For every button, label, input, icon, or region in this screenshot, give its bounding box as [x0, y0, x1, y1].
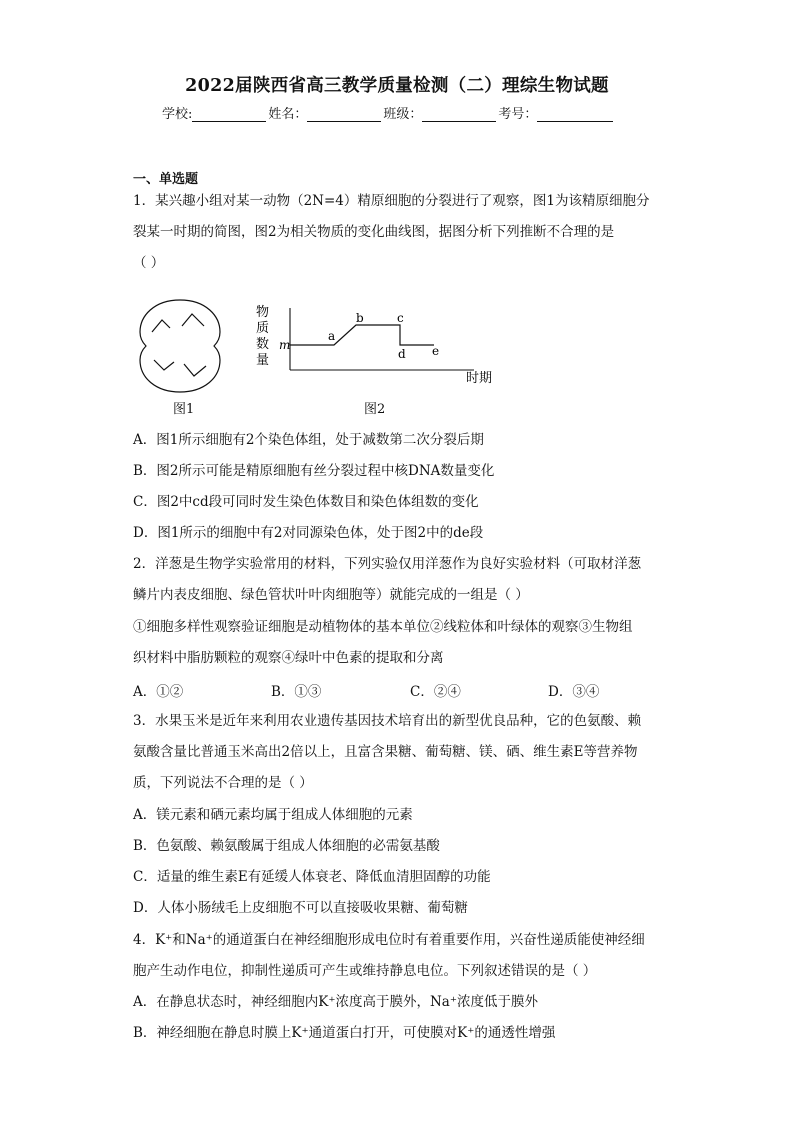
y-axis-label-char-3: 数: [256, 337, 270, 352]
point-a-label: a: [328, 329, 336, 343]
name-label: 姓名：: [268, 107, 308, 122]
q2-line-3: ①细胞多样性观察验证细胞是动植物体的基本单位②线粒体和叶绿体的观察③生物组: [133, 619, 633, 635]
q1-line-1: 1．某兴趣小组对某一动物（2N=4）精原细胞的分裂进行了观察，图1为该精原细胞分: [133, 193, 650, 209]
q4-line-1: 4．K⁺和Na⁺的通道蛋白在神经细胞形成电位时有着重要作用，兴奋性递质能使神经细: [133, 932, 645, 948]
class-label: 班级：: [383, 107, 423, 122]
page-title: 2022届陕西省高三教学质量检测（二）理综生物试题: [185, 76, 609, 96]
y-axis-label-char-4: 量: [256, 353, 270, 368]
q1-line-2: 裂某一时期的简图，图2为相关物质的变化曲线图，据图分析下列推断不合理的是: [133, 224, 615, 240]
school-label: 学校:: [162, 107, 193, 122]
q3-option-c[interactable]: C．适量的维生素E有延缓人体衰老、降低血清胆固醇的功能: [133, 869, 491, 885]
exam-number-label: 考号：: [498, 107, 538, 122]
q3-line-2: 氨酸含量比普通玉米高出2倍以上，且富含果糖、葡萄糖、镁、硒、维生素E等营养物: [133, 744, 638, 760]
exam-number-blank[interactable]: [537, 107, 613, 122]
y-axis-label-char-2: 质: [256, 321, 270, 336]
q4-option-b[interactable]: B．神经细胞在静息时膜上K⁺通道蛋白打开，可使膜对K⁺的通透性增强: [133, 1025, 556, 1041]
q3-option-d[interactable]: D．人体小肠绒毛上皮细胞不可以直接吸收果糖、葡萄糖: [133, 900, 468, 916]
student-info-row: [162, 103, 615, 122]
q1-option-a[interactable]: A．图1所示细胞有2个染色体组，处于减数第二次分裂后期: [133, 432, 484, 448]
q2-line-4: 织材料中脂肪颗粒的观察④绿叶中色素的提取和分离: [133, 650, 444, 666]
q1-option-b[interactable]: B．图2所示可能是精原细胞有丝分裂过程中核DNA数量变化: [133, 463, 495, 479]
q1-option-d[interactable]: D．图1所示的细胞中有2对同源染色体，处于图2中的de段: [133, 525, 484, 541]
q1-option-c[interactable]: C．图2中cd段可同时发生染色体数目和染色体组数的变化: [133, 494, 479, 510]
section-heading: 一、单选题: [133, 172, 199, 187]
chromosome-4: [184, 364, 206, 376]
point-e-label: e: [432, 344, 440, 358]
m-label: m: [279, 338, 291, 352]
q3-line-3: 质，下列说法不合理的是（ ）: [133, 775, 313, 791]
q4-line-2: 胞产生动作电位，抑制性递质可产生或维持静息电位。下列叙述错误的是（ ）: [133, 963, 597, 979]
figure-2-curve-chart: [252, 298, 502, 390]
school-blank[interactable]: [192, 107, 266, 122]
q4-option-a[interactable]: A．在静息状态时，神经细胞内K⁺浓度高于膜外，Na⁺浓度低于膜外: [133, 994, 538, 1010]
q2-line-1: 2．洋葱是生物学实验常用的材料，下列实验仅用洋葱作为良好实验材料（可取材洋葱: [133, 556, 642, 572]
class-blank[interactable]: [422, 107, 496, 122]
q2-option-b[interactable]: B．①③: [271, 684, 322, 700]
name-blank[interactable]: [307, 107, 381, 122]
chromosome-2: [182, 314, 204, 326]
chromosome-3: [154, 360, 174, 370]
q3-option-b[interactable]: B．色氨酸、赖氨酸属于组成人体细胞的必需氨基酸: [133, 838, 440, 854]
point-c-label: c: [397, 311, 404, 325]
q3-option-a[interactable]: A．镁元素和硒元素均属于组成人体细胞的元素: [133, 807, 413, 823]
x-axis-label: 时期: [466, 371, 493, 386]
figure-1-cell-diagram: [136, 296, 224, 396]
q2-option-a[interactable]: A．①②: [133, 684, 184, 700]
y-axis-label-char-1: 物: [256, 305, 270, 320]
q1-line-3: （ ）: [133, 255, 165, 271]
figure-2-caption: 图2: [364, 402, 386, 417]
q2-line-2: 鳞片内表皮细胞、绿色管状叶叶肉细胞等）就能完成的一组是（ ）: [133, 587, 529, 603]
chromosome-1: [152, 320, 170, 332]
q3-line-1: 3．水果玉米是近年来利用农业遗传基因技术培育出的新型优良品种，它的色氨酸、赖: [133, 713, 642, 729]
curve-line: [290, 325, 434, 345]
cell-membrane: [140, 300, 220, 392]
q2-option-c[interactable]: C．②④: [410, 684, 461, 700]
figure-1-caption: 图1: [173, 402, 195, 417]
point-d-label: d: [398, 347, 406, 361]
q2-option-d[interactable]: D．③④: [548, 684, 600, 700]
point-b-label: b: [356, 311, 364, 325]
